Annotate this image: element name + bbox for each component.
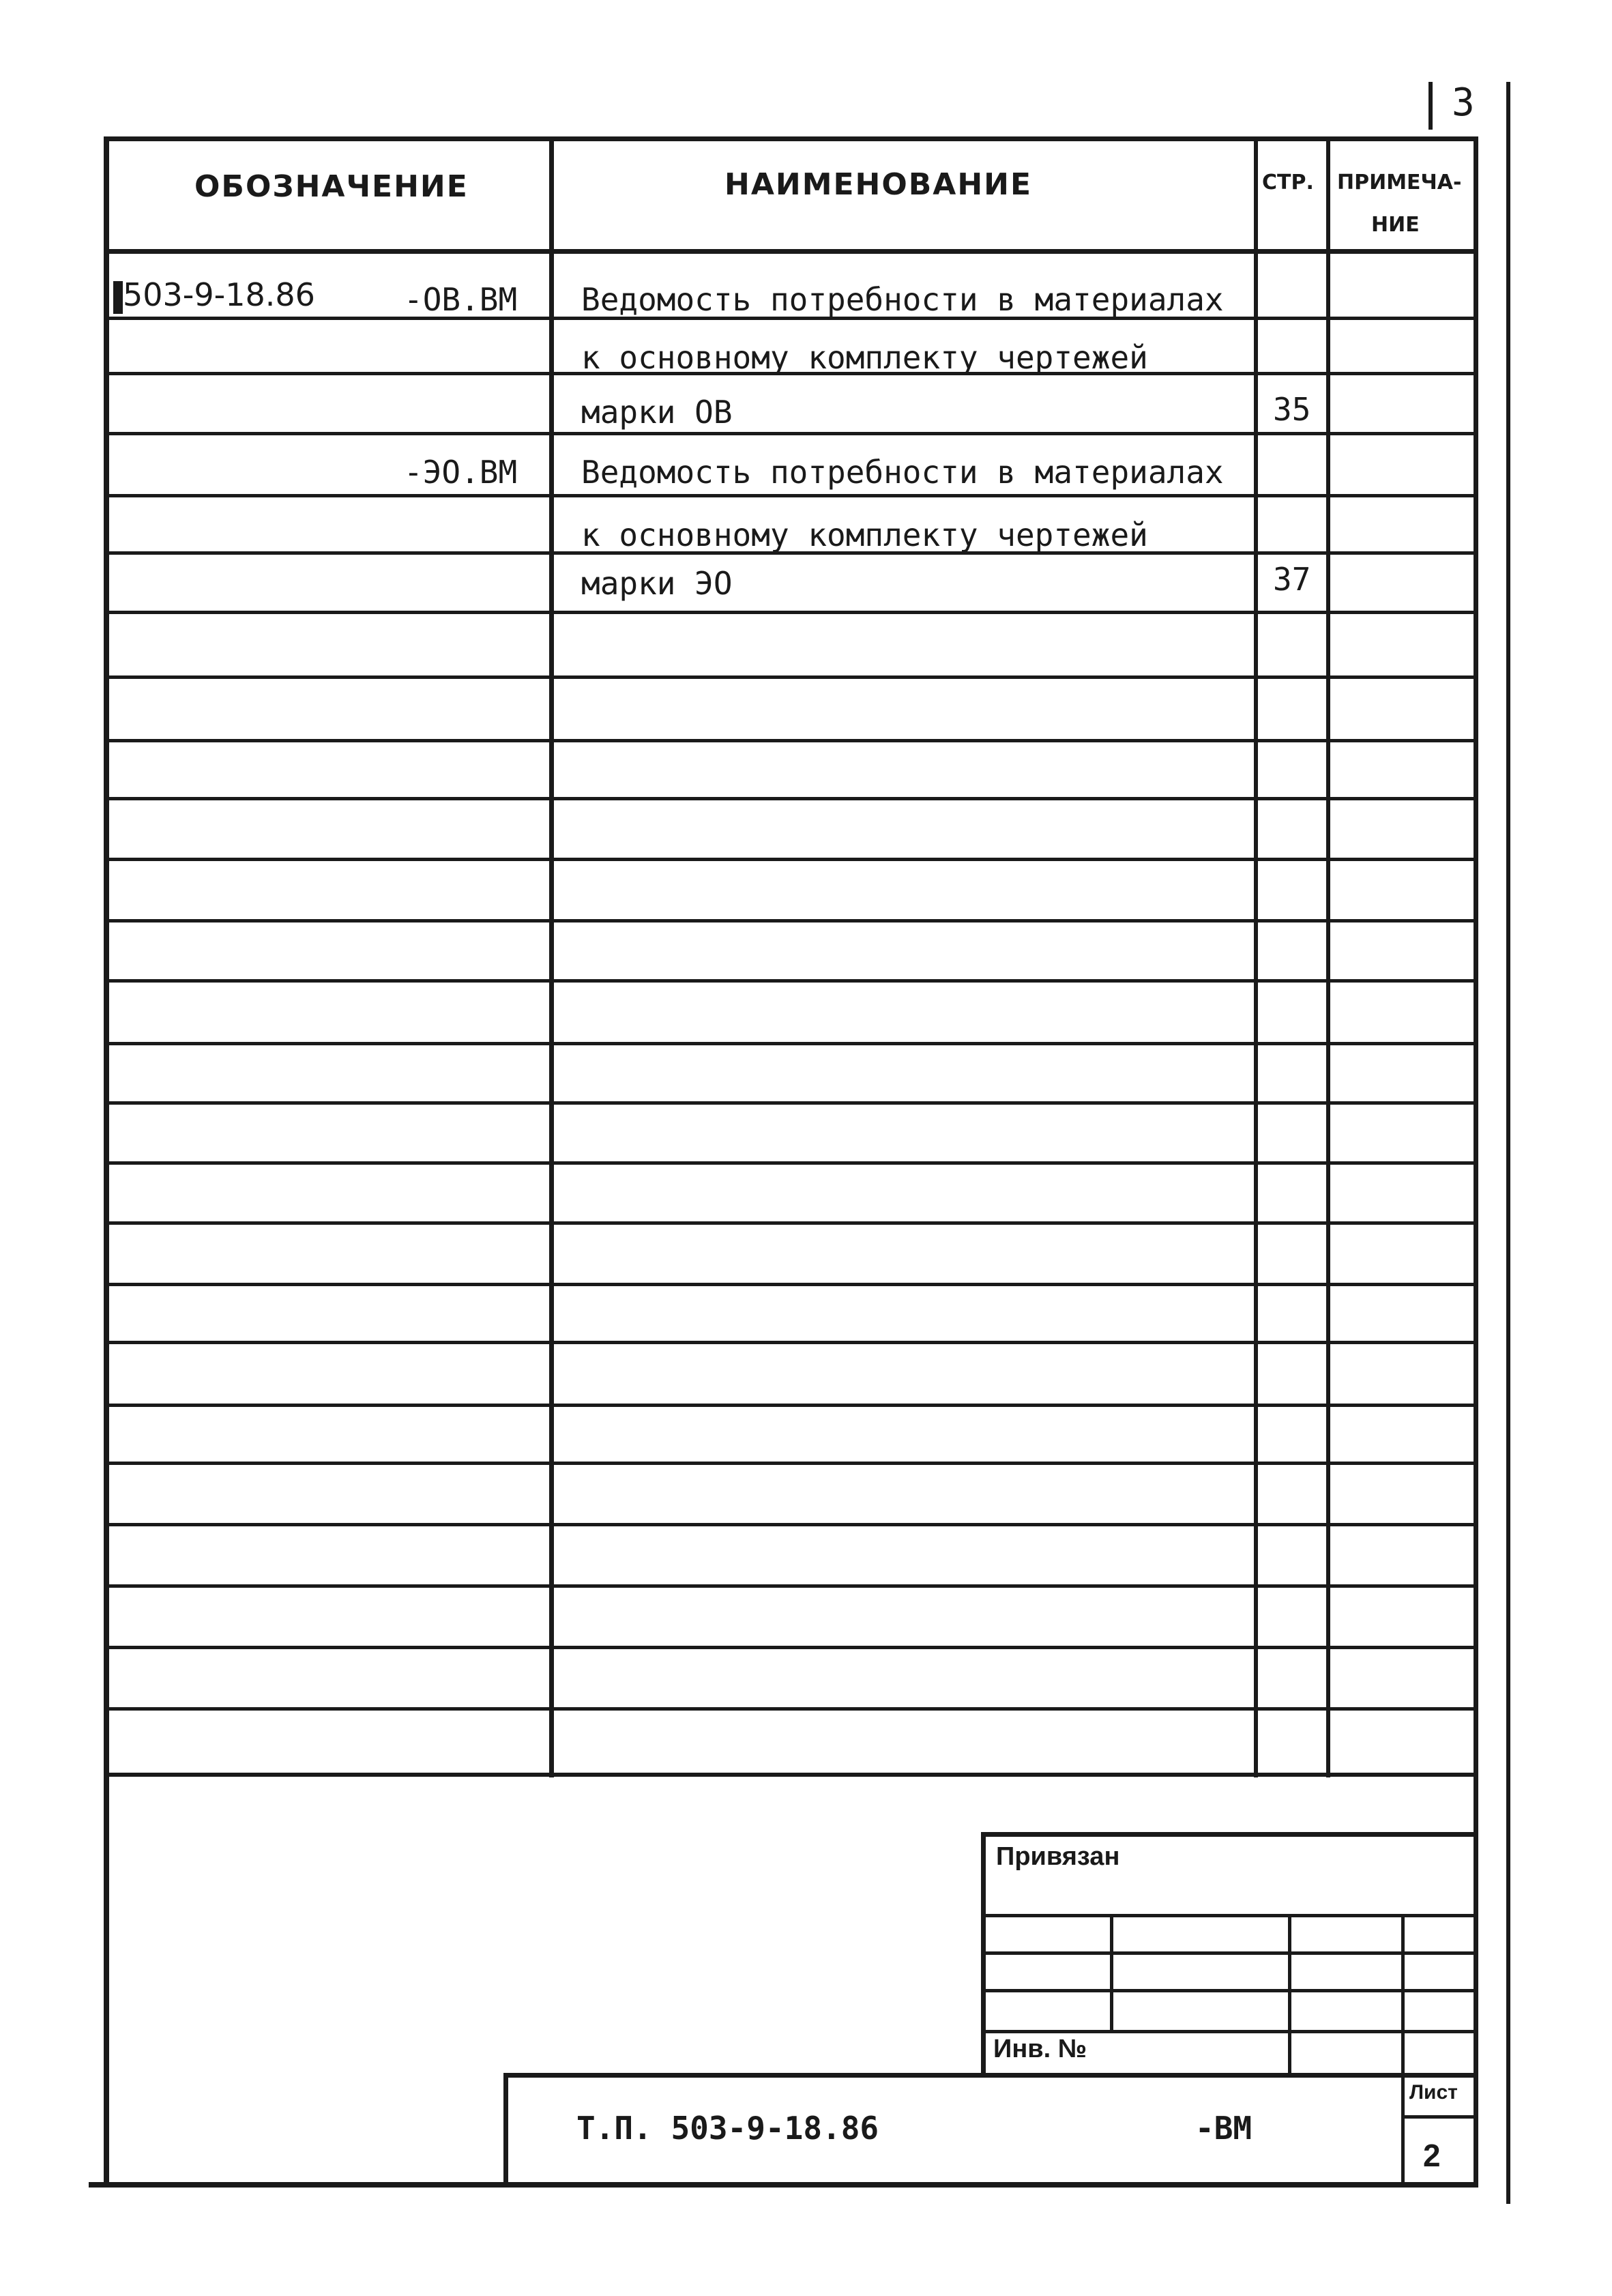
row-rule bbox=[106, 1462, 1478, 1465]
row-rule bbox=[106, 1101, 1478, 1105]
page-number-divider bbox=[1428, 82, 1433, 130]
row-1-name-line-1: Ведомость потребности в материалах bbox=[581, 281, 1224, 318]
stamp-document-suffix: -ВМ bbox=[1195, 2110, 1252, 2147]
row-1-designation-prefix: 503-9-18.86 bbox=[123, 276, 315, 313]
row-rule bbox=[106, 1221, 1478, 1225]
stamp-attached-label: Привязан bbox=[996, 1842, 1120, 1871]
stamp-main-top bbox=[505, 2073, 1478, 2078]
row-rule bbox=[106, 1707, 1478, 1711]
stamp-document-code: Т.П. 503-9-18.86 bbox=[576, 2110, 879, 2147]
row-rule bbox=[106, 739, 1478, 742]
row-rule bbox=[106, 675, 1478, 679]
frame-bottom bbox=[89, 2182, 1478, 2188]
stamp-sheet-label: Лист bbox=[1409, 2081, 1458, 2104]
stamp-main-left bbox=[503, 2073, 508, 2187]
row-rule bbox=[106, 979, 1478, 983]
stamp-sheet-rule bbox=[1401, 2115, 1478, 2119]
row-rule bbox=[106, 1283, 1478, 1286]
row-rule bbox=[106, 1523, 1478, 1526]
row-rule bbox=[106, 432, 1478, 435]
row-rule bbox=[106, 1404, 1478, 1407]
row-2-name-line-1: Ведомость потребности в материалах bbox=[581, 454, 1224, 491]
col-divider-3 bbox=[1326, 136, 1330, 1777]
row-1-page: 35 bbox=[1273, 391, 1311, 428]
header-designation: ОБОЗНАЧЕНИЕ bbox=[194, 169, 469, 204]
header-bottom-rule bbox=[106, 249, 1478, 254]
row-rule bbox=[106, 611, 1478, 614]
row-rule bbox=[106, 1341, 1478, 1344]
stamp-col bbox=[1288, 1914, 1291, 2078]
row-2-page: 37 bbox=[1273, 561, 1311, 598]
frame-top bbox=[106, 136, 1478, 141]
col-divider-2 bbox=[1254, 136, 1258, 1777]
row-rule bbox=[106, 1584, 1478, 1588]
row-2-name-line-3: марки ЭО bbox=[581, 565, 733, 602]
stamp-col bbox=[1110, 1914, 1113, 2030]
row-1-designation: -ОВ.ВМ bbox=[404, 281, 518, 318]
header-note-line1: ПРИМЕЧА- bbox=[1337, 171, 1462, 194]
header-note-line2: НИЕ bbox=[1371, 213, 1420, 237]
row-rule bbox=[106, 494, 1478, 497]
row-1-name-line-2: к основному комплекту чертежей bbox=[581, 339, 1148, 376]
stamp-attached-top bbox=[982, 1832, 1478, 1837]
stamp-inv-no: Инв. № bbox=[993, 2035, 1087, 2063]
col-divider-1 bbox=[549, 136, 554, 1777]
row-marker bbox=[113, 281, 123, 314]
row-rule bbox=[106, 919, 1478, 922]
header-page: СТР. bbox=[1262, 171, 1314, 194]
row-rule bbox=[106, 1161, 1478, 1165]
stamp-attached-left bbox=[981, 1832, 986, 2078]
header-name: НАИМЕНОВАНИЕ bbox=[724, 167, 1033, 202]
row-rule bbox=[106, 858, 1478, 861]
stamp-sheet-number: 2 bbox=[1423, 2138, 1441, 2173]
row-rule bbox=[106, 1646, 1478, 1649]
page-number: 3 bbox=[1452, 81, 1475, 125]
row-2-designation: -ЭО.ВМ bbox=[404, 454, 518, 491]
stamp-col bbox=[1401, 1914, 1405, 2187]
row-rule bbox=[106, 1042, 1478, 1045]
row-1-name-line-3: марки ОВ bbox=[581, 394, 733, 431]
row-rule bbox=[106, 1773, 1478, 1777]
row-2-name-line-2: к основному комплекту чертежей bbox=[581, 517, 1148, 553]
row-rule bbox=[106, 797, 1478, 800]
right-margin-line bbox=[1506, 82, 1510, 2204]
